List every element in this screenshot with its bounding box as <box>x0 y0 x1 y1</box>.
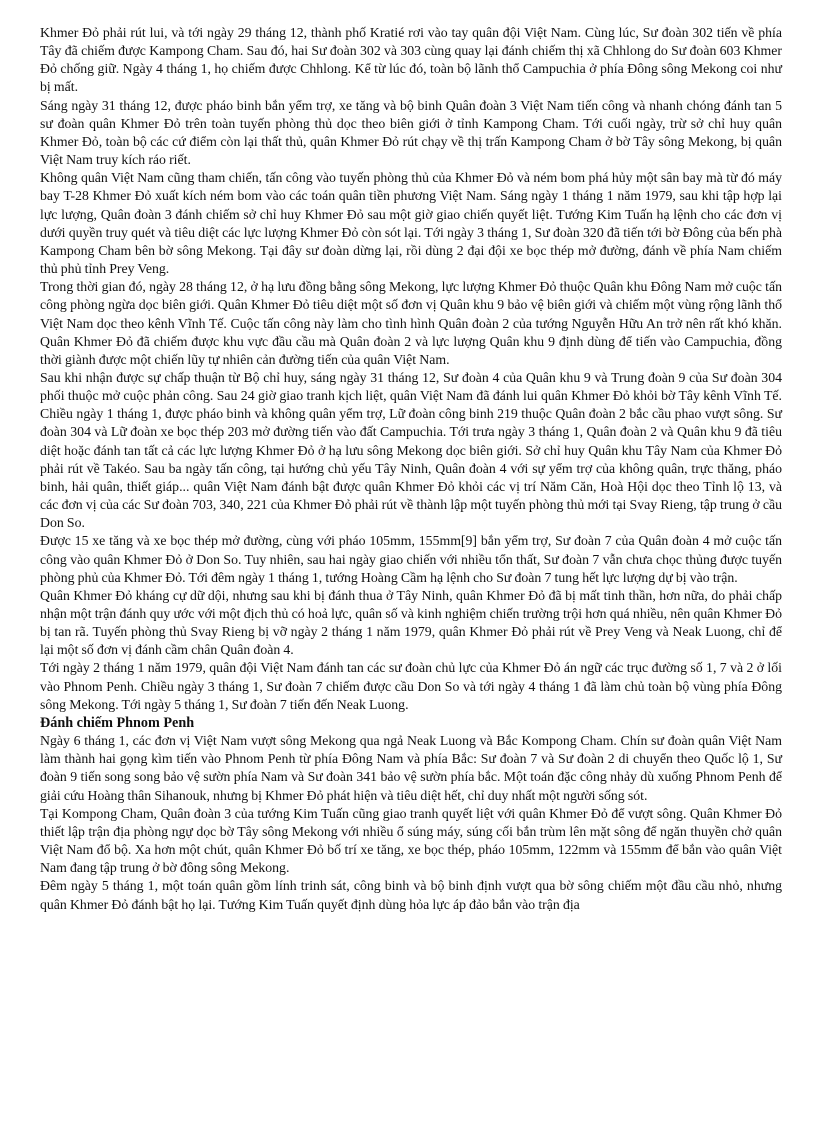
paragraph-don-so: Được 15 xe tăng và xe bọc thép mở đường, cùng với pháo 105mm, 155mm[9] bắn yểm trợ, Sư đoàn 7 của Quân đoàn 4 mở cuộc tấn công vào quân Khmer Đỏ ở Don So. Tuy nhiên, sau hai ngày giao chiến với nhiều tổn thất, Sư đoàn 7 vẫn chưa chọc thủng được tuyến phòng phủ của Khmer Đỏ. Tới đêm ngày 1 tháng 1, tướng Hoàng Cầm hạ lệnh cho Sư đoàn 7 tung hết lực lượng dự bị vào trận. <box>40 533 782 585</box>
paragraph-neak-luong: Tới ngày 2 tháng 1 năm 1979, quân đội Việt Nam đánh tan các sư đoàn chủ lực của Khmer Đỏ án ngữ các trục đường số 1, 7 và 2 ở lối vào Phnom Penh. Chiều ngày 3 tháng 1, Sư đoàn 7 chiếm được cầu Don So và tới ngày 4 tháng 1 đã làm chủ toàn bộ vùng phía Đông sông Mekong. Tới ngày 5 tháng 1, Sư đoàn 7 tiến đến Neak Luong. <box>40 660 782 712</box>
paragraph-counterattack: Sau khi nhận được sự chấp thuận từ Bộ chỉ huy, sáng ngày 31 tháng 12, Sư đoàn 4 của Quân khu 9 và Trung đoàn 9 của Sư đoàn 304 phối thuộc mở cuộc phản công. Sau 24 giờ giao tranh kịch liệt, quân Việt Nam đã đánh lui quân Khmer Đỏ khỏi bờ Tây kênh Vĩnh Tế. Chiều ngày 1 tháng 1, được pháo binh và không quân yểm trợ, Lữ đoàn công binh 219 thuộc Quân đoàn 2 bắc cầu phao vượt sông. Sư đoàn 304 và Lữ đoàn xe bọc thép 203 mở đường tiến vào đất Campuchia. Tới trưa ngày 3 tháng 1, Quân đoàn 2 và Quân khu 9 đã tiêu diệt hoặc đánh tan tất cả các lực lượng Khmer Đỏ ở hạ lưu sông Mekong dọc biên giới. Sở chỉ huy Quân khu Tây Nam của Khmer Đỏ phải rút về Takéo. Sau ba ngày tấn công, tại hướng chủ yếu Tây Ninh, Quân đoàn 4 với sự yểm trợ của không quân, trực thăng, pháo binh, hải quân, thiết giáp... quân Việt Nam đánh bật được quân Khmer Đỏ khỏi các vị trí Năm Căn, Hoà Hội dọc theo Tỉnh lộ 13, và các đơn vị của các Sư đoàn 703, 340, 221 của Khmer Đỏ phải rút về thành lập một tuyến phòng thủ mới tại Svay Rieng, tập trung ở cầu Don So. <box>40 369 782 531</box>
paragraph-crossing-mekong: Ngày 6 tháng 1, các đơn vị Việt Nam vượt sông Mekong qua ngả Neak Luong và Bắc Kompong Cham. Chín sư đoàn quân Việt Nam làm thành hai gọng kìm tiến vào Phnom Penh từ phía Đông Nam và phía Bắc: Sư đoàn 7 và Sư đoàn 2 di chuyển theo Quốc lộ 1, Sư đoàn 9 tiến song song bảo vệ sườn phía Nam và Sư đoàn 341 bảo vệ sườn phía bắc. Một toán đặc công nhảy dù xuống Phnom Penh để giải cứu Hoàng thân Sihanouk, nhưng bị Khmer Đỏ phát hiện và tiêu diệt hết, chỉ duy nhất một người sống sót. <box>40 733 782 803</box>
document-page <box>40 24 782 914</box>
paragraph-kompong-cham-battle: Tại Kompong Cham, Quân đoàn 3 của tướng Kim Tuấn cũng giao tranh quyết liệt với quân Khmer Đỏ để vượt sông. Quân Khmer Đỏ thiết lập trận địa phòng ngự dọc bờ Tây sông Mekong với nhiều ổ súng máy, súng cối bắn trùm lên mặt sông để ngăn thuyền chở quân Việt Nam đổ bộ. Xa hơn một chút, quân Khmer Đỏ bố trí xe tăng, xe bọc thép, pháo 105mm, 122mm và 155mm để bắn vào quân Việt Nam đang tập trung ở bờ đông sông Mekong. <box>40 805 782 876</box>
paragraph-night-assault: Đêm ngày 5 tháng 1, một toán quân gồm lính trinh sát, công binh và bộ binh định vượt qua bờ sông chiếm một đầu cầu nhỏ, nhưng quân Khmer Đỏ đánh bật họ lại. Tướng Kim Tuấn quyết định dùng hỏa lực áp đảo bắn vào trận địa <box>40 878 782 912</box>
paragraph-air-force: Không quân Việt Nam cũng tham chiến, tấn công vào tuyến phòng thủ của Khmer Đỏ và ném bom phá hủy một sân bay mà từ đó máy bay T-28 Khmer Đỏ xuất kích ném bom vào các toán quân tiền phương Việt Nam. Sáng ngày 1 tháng 1 năm 1979, sau khi tập hợp lại lực lượng, Quân đoàn 3 đánh chiếm sở chỉ huy Khmer Đỏ sau một giờ giao chiến quyết liệt. Tướng Kim Tuấn hạ lệnh cho các đơn vị dưới quyền truy quét và tiêu diệt các lực lượng Khmer Đỏ còn sót lại. Tới ngày 3 tháng 1, Sư đoàn 320 đã tiến tới bờ Đông của bến phà Kampong Cham bên bờ sông Mekong. Tại đây sư đoàn dừng lại, rồi dùng 2 đại đội xe bọc thép mở đường, đánh về phía Nam chiếm thủ phủ tỉnh Prey Veng. <box>40 170 782 277</box>
paragraph-svay-rieng: Quân Khmer Đỏ kháng cự dữ dội, nhưng sau khi bị đánh thua ở Tây Ninh, quân Khmer Đỏ đã bị mất tinh thần, hơn nữa, do phải chấp nhận một trận đánh quy ước với một địch thủ có hoả lực, quân số và kinh nghiệm chiến trường trội hơn quá nhiều, nên quân Khmer Đỏ bị tan rã. Tuyến phòng thủ Svay Rieng bị vỡ ngày 2 tháng 1 năm 1979, quân Khmer Đỏ phải rút về Prey Veng và Neak Luong, chỉ để lại một số đơn vị đánh cầm chân Quân đoàn 4. <box>40 587 782 658</box>
section-heading: Đánh chiếm Phnom Penh <box>40 714 195 731</box>
paragraph-kampong-cham-attack: Sáng ngày 31 tháng 12, được pháo binh bắn yểm trợ, xe tăng và bộ binh Quân đoàn 3 Việt Nam tiến công và nhanh chóng đánh tan 5 sư đoàn quân Khmer Đỏ trên toàn tuyến phòng thủ dọc theo biên giới ở tỉnh Kampong Cham. Tới cuối ngày, trừ sở chỉ huy quân Khmer Đỏ, toàn bộ các cứ điểm còn lại thất thủ, quân Khmer Đỏ rút chạy về thị trấn Kampong Cham ở bờ Tây sông Mekong, bị quân Việt Nam truy kích ráo riết. <box>40 97 782 168</box>
paragraph-mekong-delta: Trong thời gian đó, ngày 28 tháng 12, ở hạ lưu đồng bằng sông Mekong, lực lượng Khmer Đỏ thuộc Quân khu Đông Nam mở cuộc tấn công phòng ngừa dọc biên giới. Quân Khmer Đỏ tiêu diệt một số đơn vị Quân khu 9 bảo vệ biên giới và chiếm một vùng rộng lãnh thổ Việt Nam dọc theo kênh Vĩnh Tế. Cuộc tấn công này làm cho tình hình Quân đoàn 2 của tướng Nguyễn Hữu An trở nên rất khó khăn. Quân Khmer Đỏ đã chiếm được khu vực đầu cầu mà Quân đoàn 2 và lực lượng Quân khu 9 định dùng để tiến vào Campuchia, đồng thời giành được một chiến lũy tự nhiên cản đường tiến của quân Việt Nam. <box>40 279 782 367</box>
paragraph-kratie-fall: Khmer Đỏ phải rút lui, và tới ngày 29 tháng 12, thành phố Kratié rơi vào tay quân đội Việt Nam. Cùng lúc, Sư đoàn 302 tiến về phía Tây đã chiếm được Kampong Cham. Sau đó, hai Sư đoàn 302 và 303 cùng quay lại đánh chiếm thị xã Chhlong do Sư đoàn 603 Khmer Đỏ chống giữ. Ngày 4 tháng 1, họ chiếm được Chhlong. Kể từ lúc đó, toàn bộ lãnh thổ Campuchia ở phía Đông sông Mekong coi như bị mất. <box>40 25 782 95</box>
